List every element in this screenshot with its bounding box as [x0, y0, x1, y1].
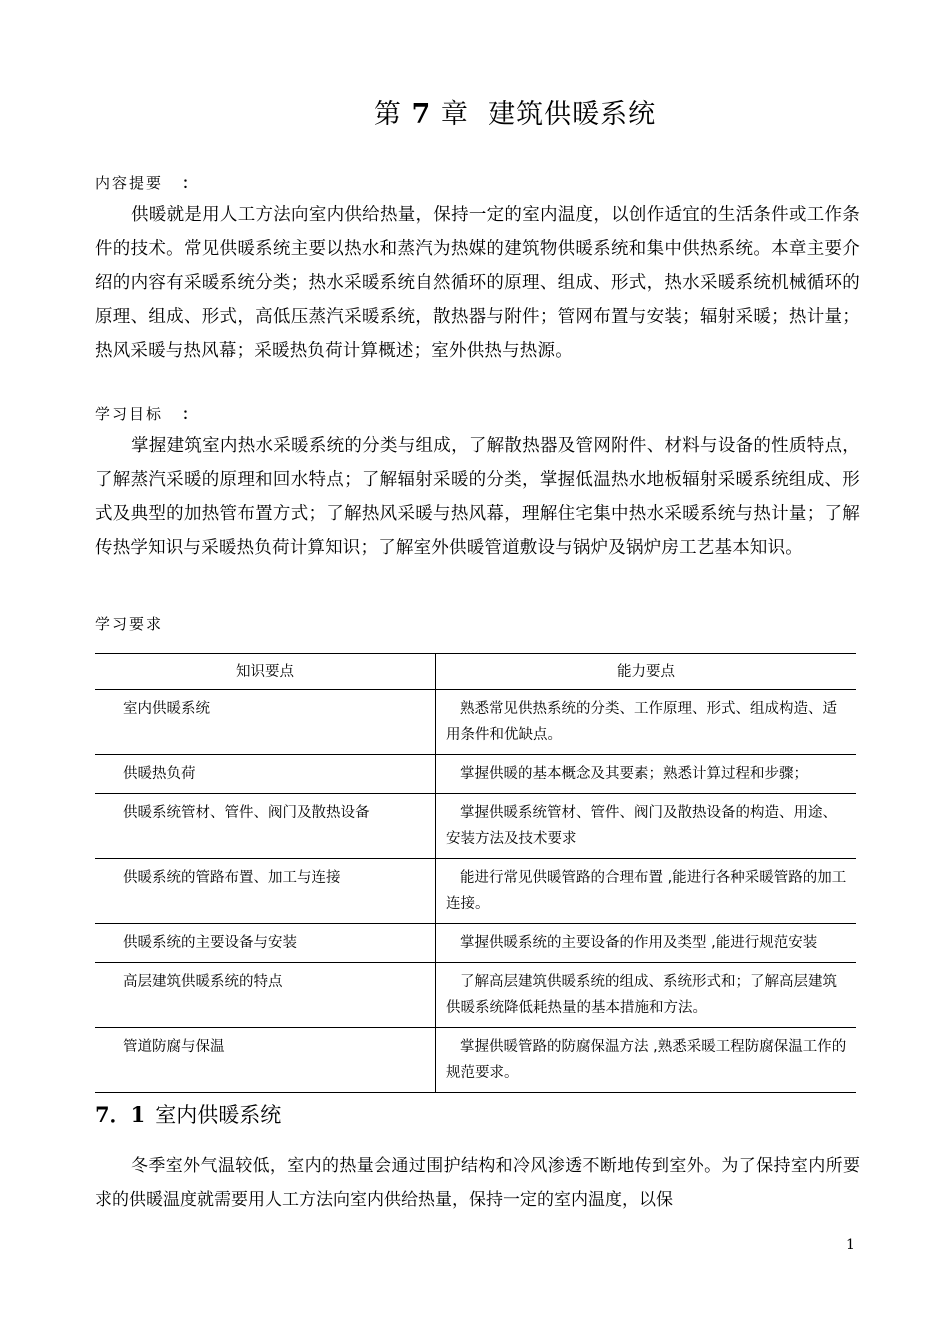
knowledge-cell: 供暖热负荷	[95, 755, 436, 794]
ability-cell: 掌握供暖系统管材、管件、阀门及散热设备的构造、用途、安装方法及技术要求	[436, 794, 857, 859]
goals-label: 学习目标	[95, 405, 164, 423]
section-paragraph: 冬季室外气温较低，室内的热量会通过围护结构和冷风渗透不断地传到室外。为了保持室内所要求的供暖温度就需要用人工方法向室内供给热量，保持一定的室内温度，以保	[95, 1156, 860, 1210]
knowledge-cell: 供暖系统的管路布置、加工与连接	[95, 859, 436, 924]
ability-cell: 掌握供暖的基本概念及其要素；熟悉计算过程和步骤；	[436, 755, 857, 794]
knowledge-cell: 供暖系统管材、管件、阀门及散热设备	[95, 794, 436, 859]
table-row	[95, 963, 856, 1028]
knowledge-cell: 管道防腐与保温	[95, 1028, 436, 1093]
intro-label: 内容提要	[95, 174, 164, 192]
header-ability: 能力要点	[436, 654, 857, 690]
header-knowledge: 知识要点	[95, 654, 436, 690]
goals-colon: ：	[182, 405, 198, 423]
table-row	[95, 794, 856, 859]
table-row	[95, 859, 856, 924]
intro-paragraph: 供暖就是用人工方法向室内供给热量，保持一定的室内温度，以创作适宜的生活条件或工作条件的技术。常见供暖系统主要以热水和蒸汽为热媒的建筑物供暖系统和集中供热系统。本章主要介绍的内容有采暖系统分类；热水采暖系统自然循环的原理、组成、形式，热水采暖系统机械循环的原理、组成、形式，高低压蒸汽采暖系统，散热器与附件；管网布置与安装；辐射采暖；热计量；热风采暖与热风幕；采暖热负荷计算概述；室外供热与热源。	[95, 205, 860, 361]
ability-cell: 熟悉常见供热系统的分类、工作原理、形式、组成构造、适用条件和优缺点。	[436, 690, 857, 755]
goals-paragraph: 掌握建筑室内热水采暖系统的分类与组成，了解散热器及管网附件、材料与设备的性质特点，了解蒸汽采暖的原理和回水特点；了解辐射采暖的分类，掌握低温热水地板辐射采暖系统组成、形式及典型的加热管布置方式；了解热风采暖与热风幕，理解住宅集中热水采暖系统与热计量；了解传热学知识与采暖热负荷计算知识；了解室外供暖管道敷设与锅炉及锅炉房工艺基本知识。	[95, 436, 860, 558]
chapter-title: 第 7 章 建筑供暖系统	[373, 99, 657, 130]
ability-cell: 掌握供暖管路的防腐保温方法 ,熟悉采暖工程防腐保温工作的规范要求。	[436, 1028, 857, 1093]
page-number: 1	[846, 1237, 855, 1253]
table-row	[95, 690, 856, 755]
intro-colon: ：	[182, 174, 198, 192]
ability-cell: 能进行常见供暖管路的合理布置 ,能进行各种采暖管路的加工连接。	[436, 859, 857, 924]
section-heading: 7．1 室内供暖系统	[95, 1102, 282, 1127]
requirements-label: 学习要求	[95, 615, 164, 633]
knowledge-cell: 室内供暖系统	[95, 690, 436, 755]
table-row	[95, 924, 856, 963]
table-row	[95, 1028, 856, 1093]
ability-cell: 掌握供暖系统的主要设备的作用及类型 ,能进行规范安装	[436, 924, 857, 963]
knowledge-cell: 高层建筑供暖系统的特点	[95, 963, 436, 1028]
requirements-table	[95, 653, 856, 1093]
table-header-row	[95, 654, 856, 690]
ability-cell: 了解高层建筑供暖系统的组成、系统形式和；了解高层建筑供暖系统降低耗热量的基本措施和方法。	[436, 963, 857, 1028]
knowledge-cell: 供暖系统的主要设备与安装	[95, 924, 436, 963]
table-row	[95, 755, 856, 794]
